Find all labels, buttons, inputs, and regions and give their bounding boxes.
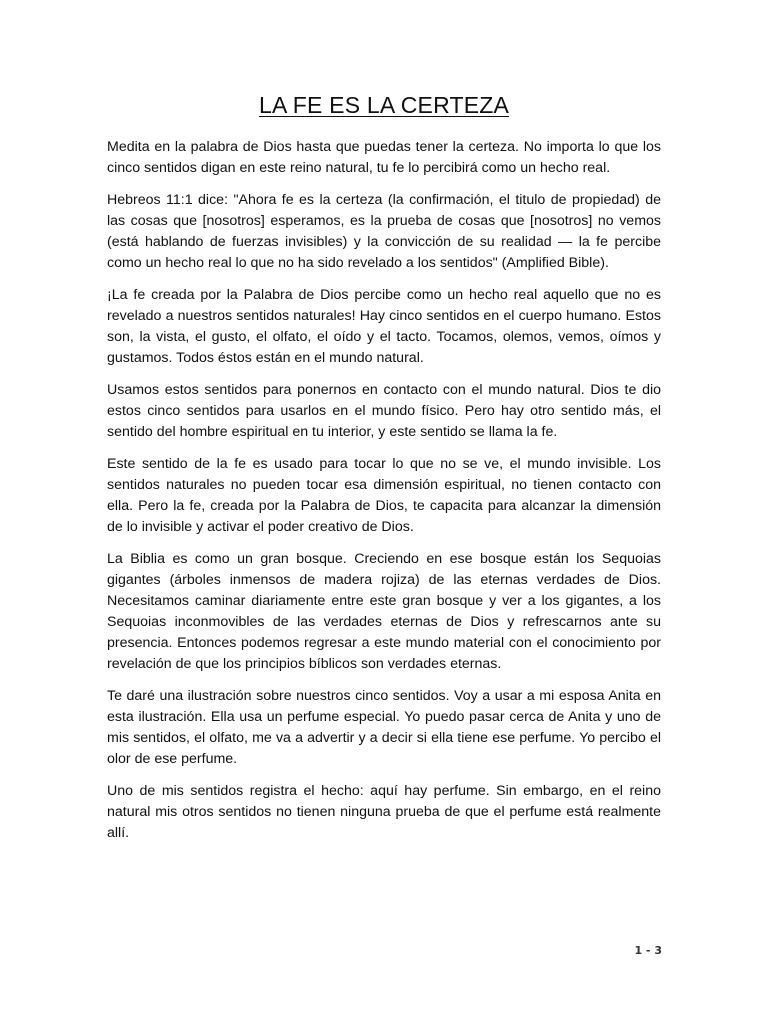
document-title: LA FE ES LA CERTEZA bbox=[258, 92, 510, 118]
paragraph-1: Medita en la palabra de Dios hasta que puedas tener la certeza. No importa lo que los cinco sentidos digan en este reino natural, tu fe lo percibirá como un hecho real. bbox=[107, 139, 661, 176]
paragraph-4: Usamos estos sentidos para ponernos en contacto con el mundo natural. Dios te dio estos cinco sentidos para usarlos en el mundo físico. Pero hay otro sentido más, el sentido del hombre espiritual en tu interior, y este sentido se llama la fe. bbox=[107, 382, 661, 440]
page-number: 1 - 3 bbox=[634, 944, 662, 957]
paragraph-8: Uno de mis sentidos registra el hecho: aquí hay perfume. Sin embargo, en el reino natural mis otros sentidos no tienen ninguna prueba de que el perfume está realmente allí. bbox=[107, 783, 661, 841]
paragraph-7: Te daré una ilustración sobre nuestros cinco sentidos. Voy a usar a mi esposa Anita en esta ilustración. Ella usa un perfume especial. Yo puedo pasar cerca de Anita y uno de mis sentidos, el olfato, me va a advertir y a decir si ella tiene ese perfume. Yo percibo el olor de ese perfume. bbox=[107, 688, 661, 767]
paragraph-2: Hebreos 11:1 dice: "Ahora fe es la certeza (la confirmación, el titulo de propiedad) de las cosas que [nosotros] esperamos, es la prueba de cosas que [nosotros] no vemos (está hablando de fuerzas invisibles) y la convicción de su realidad — la fe percibe como un hecho real lo que no ha sido revelado a los sentidos" (Amplified Bible). bbox=[107, 192, 661, 271]
paragraph-3: ¡La fe creada por la Palabra de Dios percibe como un hecho real aquello que no es revelado a nuestros sentidos naturales! Hay cinco sentidos en el cuerpo humano. Estos son, la vista, el gusto, el olfato, el oído y el tacto. Tocamos, olemos, vemos, oímos y gustamos. Todos éstos están en el mundo natural. bbox=[107, 287, 661, 366]
paragraph-6: La Biblia es como un gran bosque. Creciendo en ese bosque están los Sequoias gigantes (árboles inmensos de madera rojiza) de las eternas verdades de Dios. Necesitamos caminar diariamente entre este gran bosque y ver a los gigantes, a los Sequoias inconmovibles de las verdades eternas de Dios y refrescarnos ante su presencia. Entonces podemos regresar a este mundo material con el conocimiento por revelación de que los principios bíblicos son verdades eternas. bbox=[107, 551, 661, 672]
paragraph-5: Este sentido de la fe es usado para tocar lo que no se ve, el mundo invisible. Los sentidos naturales no pueden tocar esa dimensión espiritual, no tienen contacto con ella. Pero la fe, creada por la Palabra de Dios, te capacita para alcanzar la dimensión de lo invisible y activar el poder creativo de Dios. bbox=[107, 456, 661, 535]
document-body bbox=[107, 137, 661, 855]
